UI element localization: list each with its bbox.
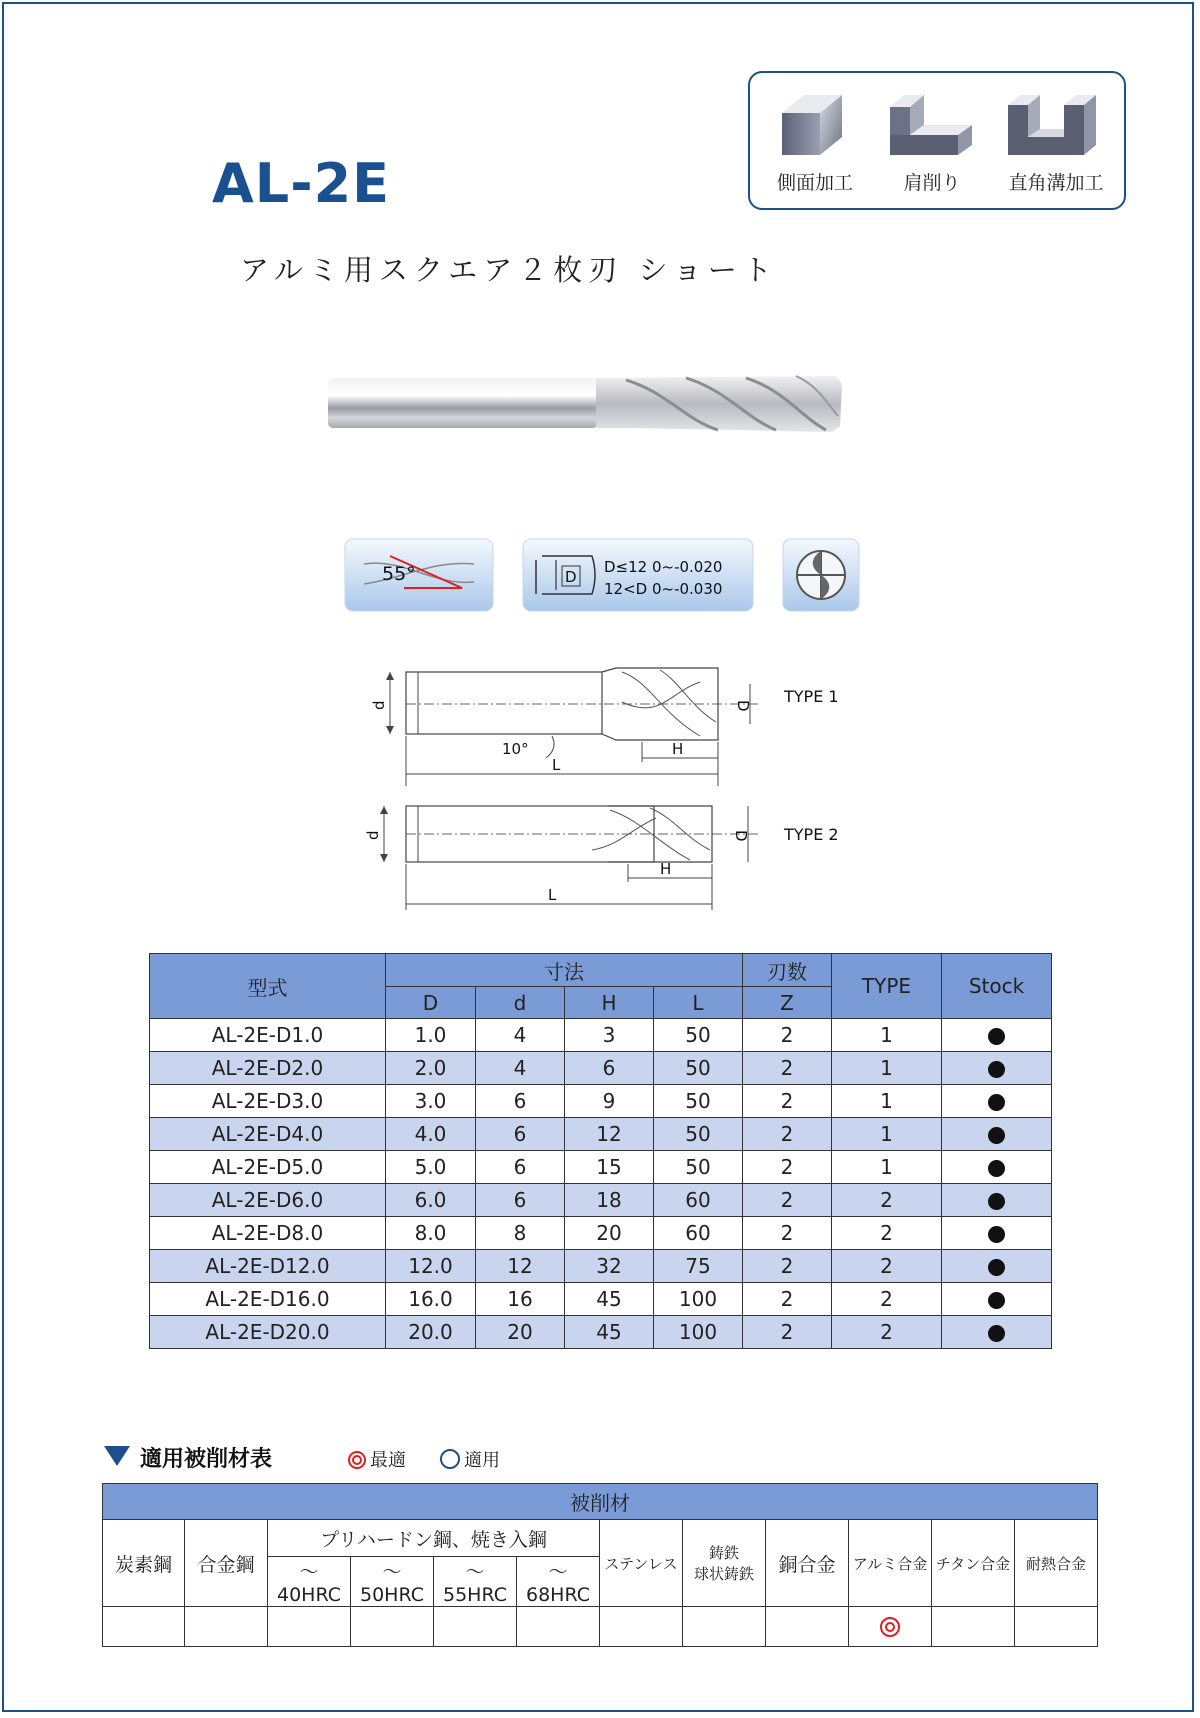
cell-stock [942,1250,1052,1283]
cell-D: 12.0 [386,1250,476,1283]
cell-Z: 2 [743,1283,832,1316]
cell-type: 2 [832,1250,942,1283]
model-title: AL-2E [212,152,391,215]
stock-dot-icon [988,1160,1005,1177]
cell-model: AL-2E-D8.0 [150,1217,386,1250]
spec-table [149,953,1052,1349]
table-row [150,1250,1052,1283]
side-milling-icon [778,91,848,157]
cell-type: 1 [832,1118,942,1151]
table-row [150,1217,1052,1250]
cell-L: 75 [654,1250,743,1283]
cell-stock [942,1283,1052,1316]
cell-L: 50 [654,1151,743,1184]
header-type: TYPE [832,954,942,1019]
cell-type: 2 [832,1217,942,1250]
header-H: H [565,987,654,1019]
cell-L: 60 [654,1217,743,1250]
col-cast-iron-line2: 球状鋳鉄 [693,1565,754,1583]
legend-best [348,1446,406,1472]
type1-dim-H: H [672,740,684,758]
cell-D: 8.0 [386,1217,476,1250]
header-Z: Z [743,987,832,1019]
cell-model: AL-2E-D12.0 [150,1250,386,1283]
cell-d: 6 [476,1085,565,1118]
col-hrc40: ～40HRC [268,1557,351,1607]
cell-L: 100 [654,1316,743,1349]
cell-H: 45 [565,1283,654,1316]
col-prehard-group: プリハードン鋼、焼き入鋼 [268,1520,600,1557]
cell-type: 1 [832,1085,942,1118]
col-cast-iron-line1: 鋳鉄 [708,1544,739,1562]
cell-H: 18 [565,1184,654,1217]
tolerance-line-1: D≤12 0~-0.020 [604,558,723,576]
rating-hrc40 [268,1607,351,1647]
helix-angle-badge [344,538,494,616]
cell-Z: 2 [743,1184,832,1217]
cell-D: 6.0 [386,1184,476,1217]
stock-dot-icon [988,1127,1005,1144]
cell-type: 2 [832,1283,942,1316]
rating-aluminum-alloy [849,1607,932,1647]
type2-drawing [360,800,880,912]
cell-model: AL-2E-D6.0 [150,1184,386,1217]
cell-model: AL-2E-D2.0 [150,1052,386,1085]
cell-stock [942,1052,1052,1085]
cell-L: 50 [654,1019,743,1052]
cell-type: 2 [832,1316,942,1349]
stock-dot-icon [988,1028,1005,1045]
cell-stock [942,1151,1052,1184]
rating-stainless [600,1607,683,1647]
type2-dim-H: H [660,860,672,878]
tolerance-badge [522,538,754,616]
table-row [150,1118,1052,1151]
header-stock: Stock [942,954,1052,1019]
cell-model: AL-2E-D3.0 [150,1085,386,1118]
rating-cast-iron-1 [683,1607,766,1647]
cell-d: 4 [476,1019,565,1052]
col-titanium-alloy: チタン合金 [932,1520,1015,1607]
rating-hrc50 [351,1607,434,1647]
cell-d: 6 [476,1118,565,1151]
col-heat-resistant: 耐熱合金 [1015,1520,1098,1607]
section-triangle-icon [104,1446,130,1466]
cell-L: 60 [654,1184,743,1217]
cell-Z: 2 [743,1217,832,1250]
rating-copper-alloy [766,1607,849,1647]
col-cast-iron [683,1520,766,1607]
type1-drawing [360,662,880,786]
legend-ok-label: 適用 [464,1450,500,1471]
circle-icon [440,1449,460,1469]
header-L: L [654,987,743,1019]
end-mill-photo [326,372,846,438]
usage-label-slot: 直角溝加工 [1008,172,1104,194]
table-row [150,1184,1052,1217]
cell-d: 4 [476,1052,565,1085]
cell-Z: 2 [743,1151,832,1184]
legend-ok [440,1446,500,1472]
rating-hrc55 [434,1607,517,1647]
cell-L: 50 [654,1085,743,1118]
type2-label: TYPE 2 [784,825,839,844]
cell-H: 15 [565,1151,654,1184]
stock-dot-icon [988,1226,1005,1243]
rating-hrc68 [517,1607,600,1647]
cell-d: 20 [476,1316,565,1349]
cell-stock [942,1217,1052,1250]
shoulder-milling-icon [888,91,974,157]
cell-stock [942,1118,1052,1151]
cell-type: 2 [832,1184,942,1217]
usage-box [748,71,1126,210]
type1-dim-L: L [552,756,561,774]
table-row [150,1316,1052,1349]
cell-L: 50 [654,1052,743,1085]
cell-D: 3.0 [386,1085,476,1118]
helix-angle-text: 55° [382,563,416,585]
materials-table [102,1483,1098,1647]
cell-model: AL-2E-D20.0 [150,1316,386,1349]
type1-angle: 10° [502,740,529,758]
cell-d: 16 [476,1283,565,1316]
materials-rating-row [103,1607,1098,1647]
col-aluminum-alloy: アルミ合金 [849,1520,932,1607]
cell-d: 6 [476,1184,565,1217]
materials-section-title: 適用被削材表 [140,1447,273,1472]
cell-D: 20.0 [386,1316,476,1349]
stock-dot-icon [988,1193,1005,1210]
table-row [150,1283,1052,1316]
cell-H: 32 [565,1250,654,1283]
cell-D: 16.0 [386,1283,476,1316]
cell-D: 4.0 [386,1118,476,1151]
slot-milling-icon [1006,91,1100,157]
header-d: d [476,987,565,1019]
cell-model: AL-2E-D16.0 [150,1283,386,1316]
cell-H: 3 [565,1019,654,1052]
tolerance-line-2: 12<D 0~-0.030 [604,580,723,598]
double-circle-icon [348,1451,366,1469]
header-flutes: 刃数 [743,954,832,987]
cell-model: AL-2E-D1.0 [150,1019,386,1052]
type1-label: TYPE 1 [784,687,839,706]
cell-L: 50 [654,1118,743,1151]
stock-dot-icon [988,1292,1005,1309]
two-flute-badge [782,538,860,616]
cell-d: 8 [476,1217,565,1250]
cell-Z: 2 [743,1250,832,1283]
cell-H: 20 [565,1217,654,1250]
table-row [150,1085,1052,1118]
header-model: 型式 [150,954,386,1019]
cell-model: AL-2E-D4.0 [150,1118,386,1151]
stock-dot-icon [988,1259,1005,1276]
best-mark-icon [880,1617,900,1637]
cell-model: AL-2E-D5.0 [150,1151,386,1184]
cell-d: 12 [476,1250,565,1283]
rating-titanium-alloy [932,1607,1015,1647]
type2-dim-D: D [732,830,750,842]
cell-H: 9 [565,1085,654,1118]
stock-dot-icon [988,1325,1005,1342]
cell-Z: 2 [743,1019,832,1052]
usage-label-side: 側面加工 [776,172,853,194]
cell-type: 1 [832,1151,942,1184]
col-alloy-steel: 合金鋼 [185,1520,268,1607]
col-hrc50: ～50HRC [351,1557,434,1607]
col-hrc55: ～55HRC [434,1557,517,1607]
cell-type: 1 [832,1052,942,1085]
header-D: D [386,987,476,1019]
stock-dot-icon [988,1061,1005,1078]
cell-L: 100 [654,1283,743,1316]
rating-alloy-steel [185,1607,268,1647]
stock-dot-icon [988,1094,1005,1111]
cell-stock [942,1085,1052,1118]
type2-dim-d: d [364,830,382,840]
legend-best-label: 最適 [370,1450,406,1471]
materials-header: 被削材 [103,1484,1098,1520]
header-dimensions: 寸法 [386,954,743,987]
type1-dim-D: D [734,700,752,712]
cell-D: 2.0 [386,1052,476,1085]
product-subtitle: アルミ用スクエア２枚刃 ショート [240,253,778,287]
col-carbon-steel: 炭素鋼 [103,1520,185,1607]
cell-H: 12 [565,1118,654,1151]
type2-dim-L: L [548,886,557,904]
rating-heat-resistant [1015,1607,1098,1647]
cell-d: 6 [476,1151,565,1184]
col-stainless: ステンレス [600,1520,683,1607]
table-row [150,1151,1052,1184]
cell-stock [942,1316,1052,1349]
rating-carbon-steel [103,1607,185,1647]
table-row [150,1019,1052,1052]
type1-dim-d: d [370,700,388,710]
cell-Z: 2 [743,1118,832,1151]
usage-label-shoulder: 肩削り [903,172,961,194]
table-row [150,1052,1052,1085]
cell-H: 6 [565,1052,654,1085]
cell-Z: 2 [743,1316,832,1349]
cell-H: 45 [565,1316,654,1349]
cell-stock [942,1184,1052,1217]
cell-Z: 2 [743,1085,832,1118]
cell-D: 1.0 [386,1019,476,1052]
col-copper-alloy: 銅合金 [766,1520,849,1607]
cell-Z: 2 [743,1052,832,1085]
cell-D: 5.0 [386,1151,476,1184]
spec-table-body [150,1019,1052,1349]
cell-stock [942,1019,1052,1052]
tolerance-symbol: D [565,568,577,586]
col-hrc68: ～68HRC [517,1557,600,1607]
cell-type: 1 [832,1019,942,1052]
